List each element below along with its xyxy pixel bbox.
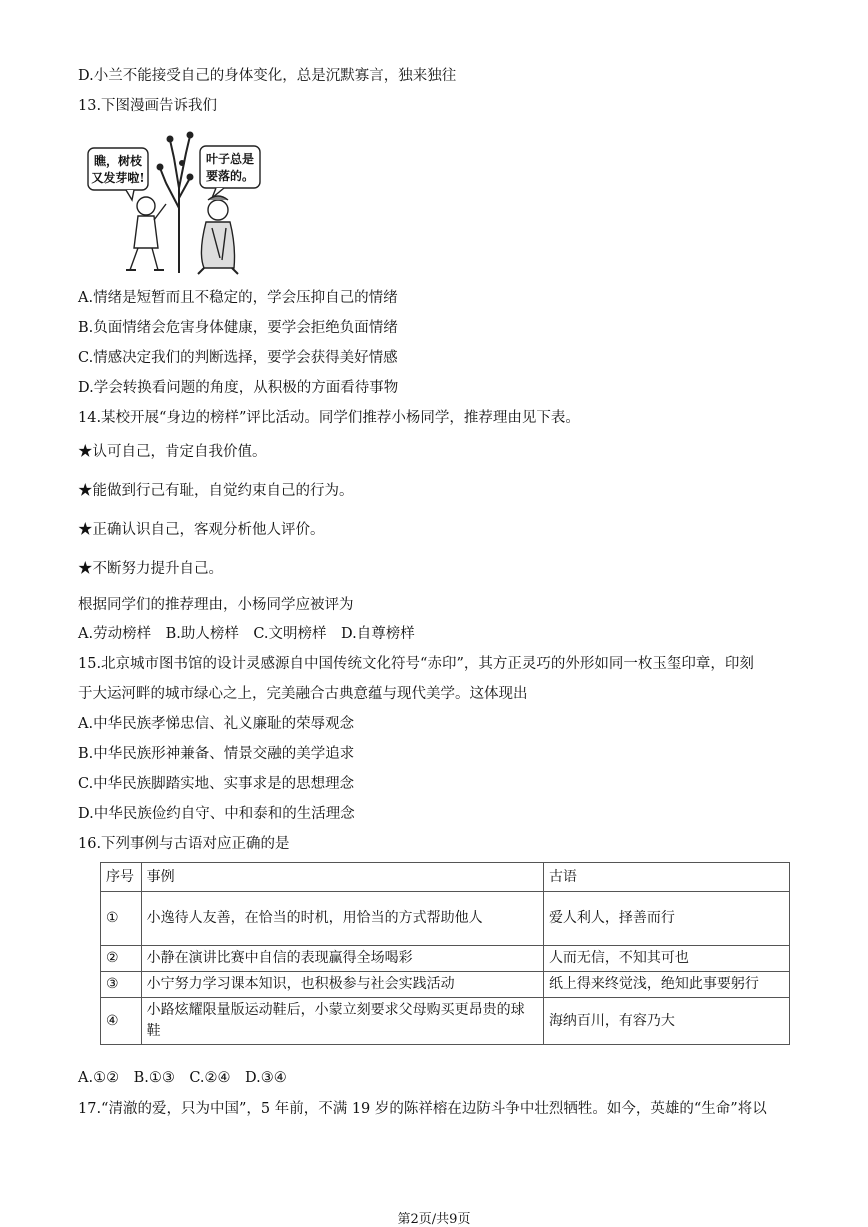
q13-option-b: B.负面情绪会危害身体健康，要学会拒绝负面情绪: [78, 320, 398, 336]
q13-option-c: C.情感决定我们的判断选择，要学会获得美好情感: [78, 350, 398, 366]
row-no: ①: [101, 892, 142, 946]
q13-option-a: A.情绪是短暂而且不稳定的，学会压抑自己的情绪: [78, 290, 398, 306]
bubble-left-line2: 又发芽啦!: [91, 171, 145, 185]
q14-prompt: 根据同学们的推荐理由，小杨同学应被评为: [78, 597, 354, 613]
table-row: [101, 972, 790, 998]
header-example: 事例: [141, 863, 543, 892]
row-example: 小静在演讲比赛中自信的表现赢得全场喝彩: [141, 946, 543, 972]
row-no: ③: [101, 972, 142, 998]
q15-option-d: D.中华民族俭约自守、中和泰和的生活理念: [78, 806, 355, 822]
q13-option-d: D.学会转换看问题的角度，从积极的方面看待事物: [78, 380, 399, 396]
q15-stem-line2: 于大运河畔的城市绿心之上，完美融合古典意蕴与现代美学。这体现出: [78, 686, 528, 702]
q14-reason-2: ★能做到行己有耻，自觉约束自己的行为。: [78, 483, 354, 499]
table-row: [101, 946, 790, 972]
row-example: 小逸待人友善，在恰当的时机，用恰当的方式帮助他人: [141, 892, 543, 946]
row-saying: 爱人利人，择善而行: [543, 892, 789, 946]
header-saying: 古语: [543, 863, 789, 892]
row-example: 小路炫耀限量版运动鞋后，小蒙立刻要求父母购买更昂贵的球鞋: [141, 998, 543, 1045]
q17-stem: 17.“清澈的爱，只为中国”，5 年前，不满 19 岁的陈祥榕在边防斗争中壮烈牺牲。如今，英雄的“生命”将以: [78, 1101, 767, 1117]
row-saying: 人而无信，不知其可也: [543, 946, 789, 972]
row-no: ④: [101, 998, 142, 1045]
q14-reason-4: ★不断努力提升自己。: [78, 561, 223, 577]
q16-table: [100, 862, 790, 1045]
q14-options: A.劳动榜样 B.助人榜样 C.文明榜样 D.自尊榜样: [78, 626, 415, 642]
table-row: [101, 998, 790, 1045]
page-footer: 第2页/共9页: [397, 1212, 471, 1227]
table-header-row: [101, 863, 790, 892]
row-no: ②: [101, 946, 142, 972]
elderly-figure: [198, 196, 238, 274]
boy-figure: [126, 197, 166, 270]
q13-stem: 13.下图漫画告诉我们: [78, 98, 218, 114]
q15-option-a: A.中华民族孝悌忠信、礼义廉耻的荣辱观念: [78, 716, 355, 732]
tree-drawing: [158, 133, 193, 274]
header-no: 序号: [101, 863, 142, 892]
bubble-right-line2: 要落的。: [205, 169, 255, 183]
q13-cartoon: [86, 128, 276, 278]
table-row: [101, 892, 790, 946]
q14-stem: 14.某校开展“身边的榜样”评比活动。同学们推荐小杨同学，推荐理由见下表。: [78, 410, 580, 426]
bubble-right-line1: 叶子总是: [205, 152, 255, 166]
q14-reason-3: ★正确认识自己，客观分析他人评价。: [78, 522, 325, 538]
q14-reason-1: ★认可自己，肯定自我价值。: [78, 444, 267, 460]
q16-stem: 16.下列事例与古语对应正确的是: [78, 836, 290, 852]
row-saying: 纸上得来终觉浅，绝知此事要躬行: [543, 972, 789, 998]
q15-option-b: B.中华民族形神兼备、情景交融的美学追求: [78, 746, 355, 762]
row-saying: 海纳百川，有容乃大: [543, 998, 789, 1045]
bubble-left-line1: 瞧，树枝: [93, 154, 143, 168]
q16-options: A.①② B.①③ C.②④ D.③④: [78, 1070, 287, 1086]
q12-option-d: D.小兰不能接受自己的身体变化，总是沉默寡言，独来独往: [78, 68, 457, 84]
q15-stem-line1: 15.北京城市图书馆的设计灵感源自中国传统文化符号“赤印”，其方正灵巧的外形如同一枚玉玺印章，印刻: [78, 656, 754, 672]
row-example: 小宁努力学习课本知识，也积极参与社会实践活动: [141, 972, 543, 998]
q15-option-c: C.中华民族脚踏实地、实事求是的思想理念: [78, 776, 355, 792]
